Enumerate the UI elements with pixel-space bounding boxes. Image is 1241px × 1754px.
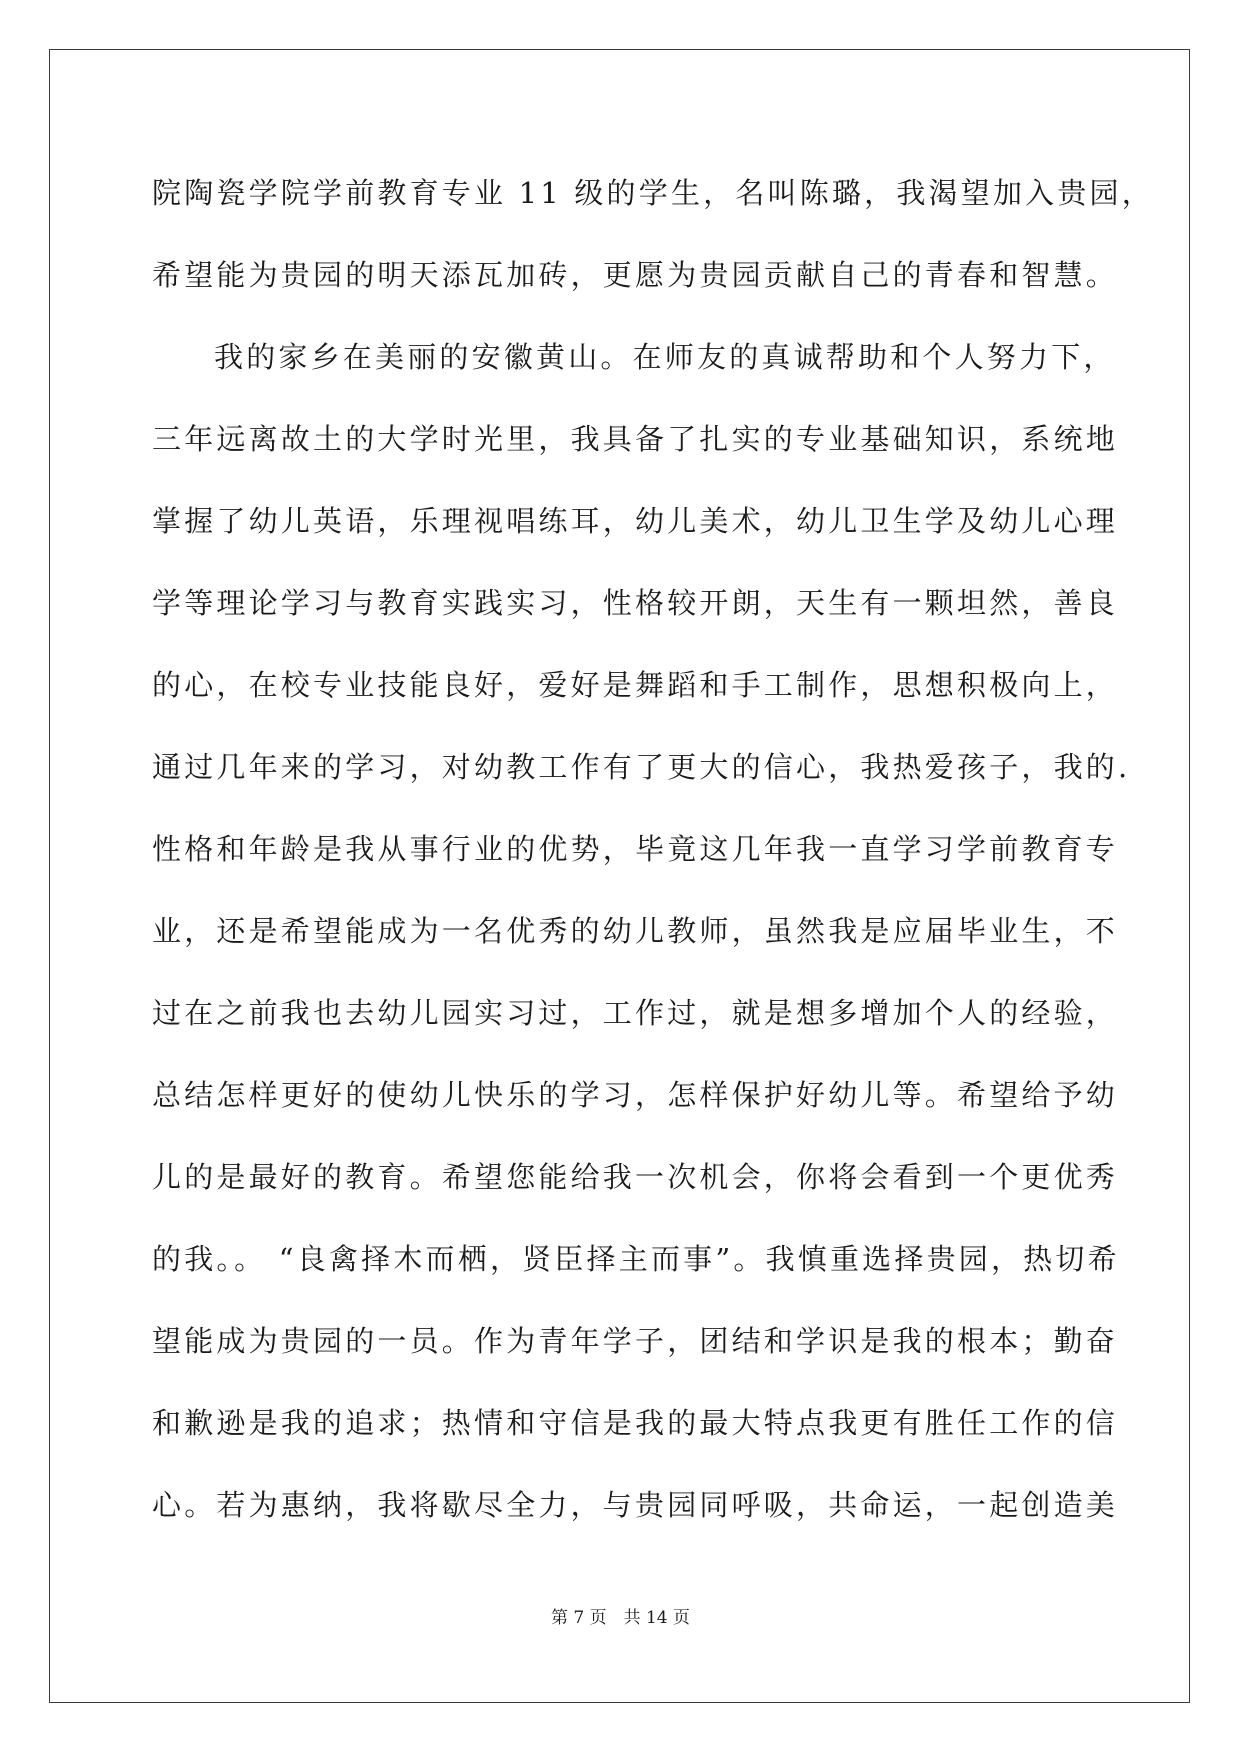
document-body [152, 152, 1154, 1546]
text-line: 儿的是最好的教育。希望您能给我一次机会，你将会看到一个更优秀 [152, 1160, 1119, 1194]
text-line: 的心，在校专业技能良好，爱好是舞蹈和手工制作，思想积极向上， [152, 668, 1119, 702]
text-line: 总结怎样更好的使幼儿快乐的学习，怎样保护好幼儿等。希望给予幼 [152, 1078, 1119, 1112]
text-line: 院陶瓷学院学前教育专业 11 级的学生，名叫陈璐，我渴望加入贵园， [152, 176, 1154, 210]
text-line: 心。若为惠纳，我将歇尽全力，与贵园同呼吸，共命运，一起创造美 [152, 1488, 1119, 1522]
text-line: 业，还是希望能成为一名优秀的幼儿教师，虽然我是应届毕业生，不 [152, 914, 1119, 948]
text-line: 三年远离故土的大学时光里，我具备了扎实的专业基础知识，系统地 [152, 422, 1119, 456]
paragraph-start-line: 我的家乡在美丽的安徽黄山。在师友的真诚帮助和个人努力下， [214, 340, 1116, 374]
text-line: 和歉逊是我的追求；热情和守信是我的最大特点我更有胜任工作的信 [152, 1406, 1119, 1440]
text-line: 的我。。 “良禽择木而栖，贤臣择主而事”。我慎重选择贵园，热切希 [152, 1242, 1120, 1276]
text-line: 性格和年龄是我从事行业的优势，毕竟这几年我一直学习学前教育专 [152, 832, 1119, 866]
text-line: 希望能为贵园的明天添瓦加砖，更愿为贵园贡献自己的青春和智慧。 [152, 258, 1119, 292]
text-line: 通过几年来的学习，对幼教工作有了更大的信心，我热爱孩子，我的. [152, 750, 1131, 784]
text-line: 掌握了幼儿英语，乐理视唱练耳，幼儿美术，幼儿卫生学及幼儿心理 [152, 504, 1119, 538]
page-number-label: 第 7 页 共 14 页 [550, 1608, 691, 1628]
text-line: 学等理论学习与教育实践实习，性格较开朗，天生有一颗坦然，善良 [152, 586, 1119, 620]
text-line: 望能成为贵园的一员。作为青年学子，团结和学识是我的根本；勤奋 [152, 1324, 1119, 1358]
text-line: 过在之前我也去幼儿园实习过，工作过，就是想多增加个人的经验， [152, 996, 1119, 1030]
page-footer [0, 1603, 1241, 1628]
